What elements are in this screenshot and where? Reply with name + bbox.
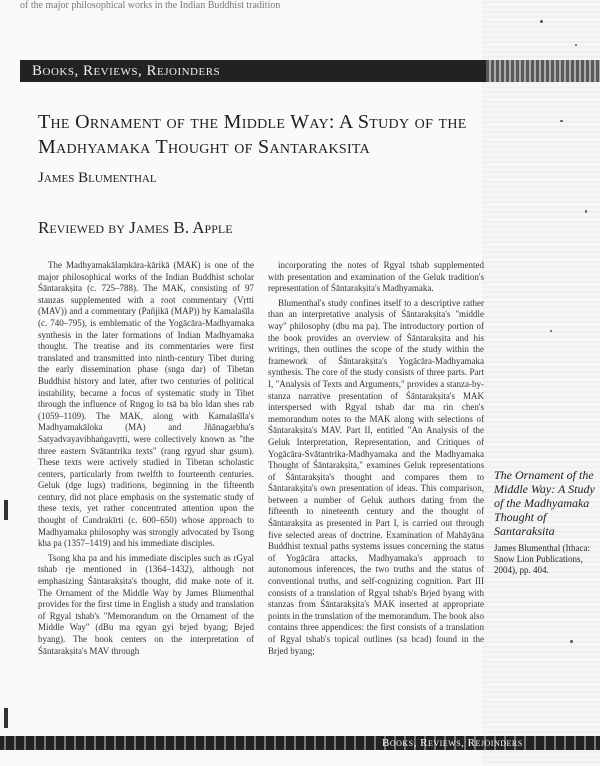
sidebar-book-title: The Ornament of the Middle Way: A Study of the Madhyamaka Thought of Santaraksita [494,468,595,538]
article-reviewer: Reviewed by James B. Apple [38,218,233,237]
previous-page-fragment: of the major philosophical works in the Indian Buddhist tradition [20,0,281,11]
paragraph: incorporating the notes of Rgyal tshab supplemented with presentation and examination of the Geluk tradition's representation of Śāntarakṣita's Madhyamaka. [268,260,484,294]
scan-speck [585,210,587,213]
paragraph: Blumenthal's study confines itself to a descriptive rather than an interpretative analysis of Śāntarakṣita's "middle way" philosophy (dbu ma pa). The introductory portion of the book provides an overview of Śāntarakṣita and his writings, then outlines the scope of the study within the framework of Śāntarakṣita's Yogācāra-Madhyamaka synthesis. The core of the study consists of three parts. Part I, "Analysis of Texts and Arguments," provides a stanza-by-stanza narrative presentation of Śāntarakṣita's MAK interspersed with Rgyal tshab dar ma rin chen's memorandum notes to the MAK along with selections of Śāntarakṣita's MAV. Part II, entitled "An Analysis of the Geluk Interpretation, Representation, and Critiques of Yogācāra-Svātantrika-Madhyamaka and the Madhyamaka Thought of Śāntarakṣita," examines Geluk representations of Śāntarakṣita's thought and compares them to Śāntarakṣita's own presentation of ideas. This comparison, between a number of Geluk authors dating from the fifteenth to nineteenth century and the thought of Śāntarakṣita as presented in Part I, is carried out through five selected areas of doctrine. Examination of Mahāyāna Buddhist textual paths systems issues concerning the status of Yogācāra attacks, Madhyamaka's approach to autonomous inferences, the two truths and the status of conventional truths, and self-cognizing cognition. Part III consists of a translation of Rgyal tshab's Brjed byang with stanzas from Śāntarakṣita's MAK inserted at appropriate points in the translation of the memorandum. The book also contains three appendices: the first consists of a translation of Rgyal tshab's topical outlines (sa bcad) found in the Brjed byang; [268,297,484,656]
paragraph: The Madhyamakālaṃkāra-kārikā (MAK) is one of the major philosophical works of the Indian Buddhist scholar Śāntarakṣita (c. 725–788). The MAK, consisting of 97 stanzas supplemented with a root commentary (Vṛtti (MAV)) and a commentary (Pañjikā (MAP)) by Kamalaśīla (c. 740–795), is emblematic of the Yogācāra-Madhyamaka synthesis in the later formations of Indian Madhyamaka thought. The treatise and its commentaries were first translated and transmitted into ninth-century Tibet during the early dissemination phase (snga dar) of Tibetan Buddhist history and later, after two centuries of political instability, became a focus of systematic study in Tibet through the influence of Rngog lo tsā ba blo ldan shes rab (1059–1109). The MAK, along with Kamalaśīla's Madhyamakāloka (MA) and Jñānagarbha's Satyadvayavibhaṅgavṛtti, were collectively known as "the three eastern Svātantrika texts" (rang rgyud shar gsum). These texts were actively studied in Tibetan scholastic centers, particularly from twelfth to fourteenth centuries. Geluk (dge lugs) traditions, beginning in the fifteenth century, did not place emphasis on the systematic study of these texts, yet rather concentrated attention upon the thought of Candrakīrti (c. 600–650) whose approach to Madhyamaka philosophy was strongly advocated by Tsong kha pa (1357–1419) and his immediate disciples. [38,260,254,549]
scan-speck [550,330,552,332]
section-banner [20,60,486,82]
article-author: James Blumenthal [38,170,157,186]
margin-mark [4,708,8,728]
body-column-left [38,260,254,660]
sidebar-book-info: James Blumenthal (Ithaca: Snow Lion Publications, 2004), pp. 404. [494,543,590,575]
section-label: Books, Reviews, Rejoinders [32,63,221,79]
article-title: The Ornament of the Middle Way: A Study of the Madhyamaka Thought of Santaraksita [38,111,467,158]
scan-speck [560,120,563,122]
margin-mark [4,500,8,520]
banner-stripe-decoration [486,60,600,82]
footer-label: Books, Reviews, Rejoinders [382,737,523,749]
scan-speck [575,44,577,46]
scan-speck [570,640,573,643]
paragraph: Tsong kha pa and his immediate disciples such as rGyal tshab rje mentioned in (1364–1432), although not emphasizing Śāntarakṣita's thought, did make note of it. The Ornament of the Middle Way by James Blumenthal provides for the first time in English a study and translation of Rgyal tshab's "Memorandum on the Ornament of the Middle Way" (dBu ma rgyan gyi brjed byang; Brjed byang). The book centers on the interpretation of Śāntarakṣita's MAV through [38,552,254,656]
scan-speck [540,20,543,23]
body-column-right [268,260,484,660]
